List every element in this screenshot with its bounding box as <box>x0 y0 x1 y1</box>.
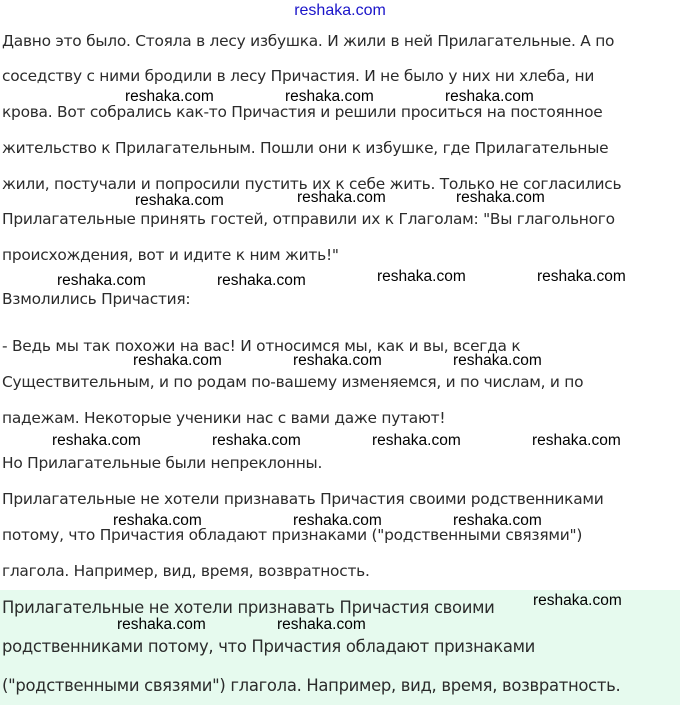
text-line: глагола. Например, вид, время, возвратность. <box>2 562 370 580</box>
text-line: крова. Вот собрались как-то Причастия и решили проситься на постоянное <box>2 103 603 121</box>
text-line: падежам. Некоторые ученики нас с вами даже путают! <box>2 409 446 427</box>
text-line: Взмолились Причастия: <box>2 290 191 308</box>
watermark: reshaka.com <box>456 189 545 206</box>
text-line: потому, что Причастия обладают признаками ("родственными связями") <box>2 526 583 544</box>
text-line: происхождения, вот и идите к ним жить!" <box>2 246 339 264</box>
answer-line: родственниками потому, что Причастия обладают признаками <box>2 637 535 656</box>
watermark: reshaka.com <box>297 189 386 206</box>
watermark: reshaka.com <box>285 88 374 105</box>
text-line: Но Прилагательные были непреклонны. <box>2 454 323 472</box>
watermark: reshaka.com <box>453 512 542 529</box>
watermark: reshaka.com <box>52 432 141 449</box>
watermark: reshaka.com <box>293 352 382 369</box>
text-line: соседству с ними бродили в лесу Причастия. И не было у них ни хлеба, ни <box>2 67 595 85</box>
text-line: жительство к Прилагательным. Пошли они к избушке, где Прилагательные <box>2 139 609 157</box>
watermark: reshaka.com <box>117 616 206 633</box>
watermark: reshaka.com <box>125 88 214 105</box>
watermark: reshaka.com <box>377 268 466 285</box>
watermark: reshaka.com <box>217 272 306 289</box>
watermark: reshaka.com <box>532 432 621 449</box>
watermark: reshaka.com <box>57 272 146 289</box>
text-line: Прилагательные принять гостей, отправили их к Глаголам: "Вы глагольного <box>2 210 615 228</box>
watermark: reshaka.com <box>277 616 366 633</box>
site-header-link[interactable]: reshaka.com <box>294 2 386 19</box>
text-line: Давно это было. Стояла в лесу избушка. И жили в ней Прилагательные. А по <box>2 32 615 50</box>
answer-line: ("родственными связями") глагола. Например, вид, время, возвратность. <box>2 676 621 695</box>
text-line: - Ведь мы так похожи на вас! И относимся мы, как и вы, всегда к <box>2 337 521 355</box>
watermark: reshaka.com <box>212 432 301 449</box>
text-line: жили, постучали и попросили пустить их к себе жить. Только не согласились <box>2 175 622 193</box>
watermark: reshaka.com <box>537 268 626 285</box>
watermark: reshaka.com <box>133 352 222 369</box>
watermark: reshaka.com <box>372 432 461 449</box>
watermark: reshaka.com <box>293 512 382 529</box>
watermark: reshaka.com <box>445 88 534 105</box>
watermark: reshaka.com <box>135 192 224 209</box>
text-line: Существительным, и по родам по-вашему изменяемся, и по числам, и по <box>2 373 584 391</box>
answer-line: Прилагательные не хотели признавать Причастия своими <box>2 598 495 617</box>
watermark: reshaka.com <box>533 592 622 609</box>
text-line: Прилагательные не хотели признавать Причастия своими родственниками <box>2 490 604 508</box>
watermark: reshaka.com <box>113 512 202 529</box>
watermark: reshaka.com <box>453 352 542 369</box>
